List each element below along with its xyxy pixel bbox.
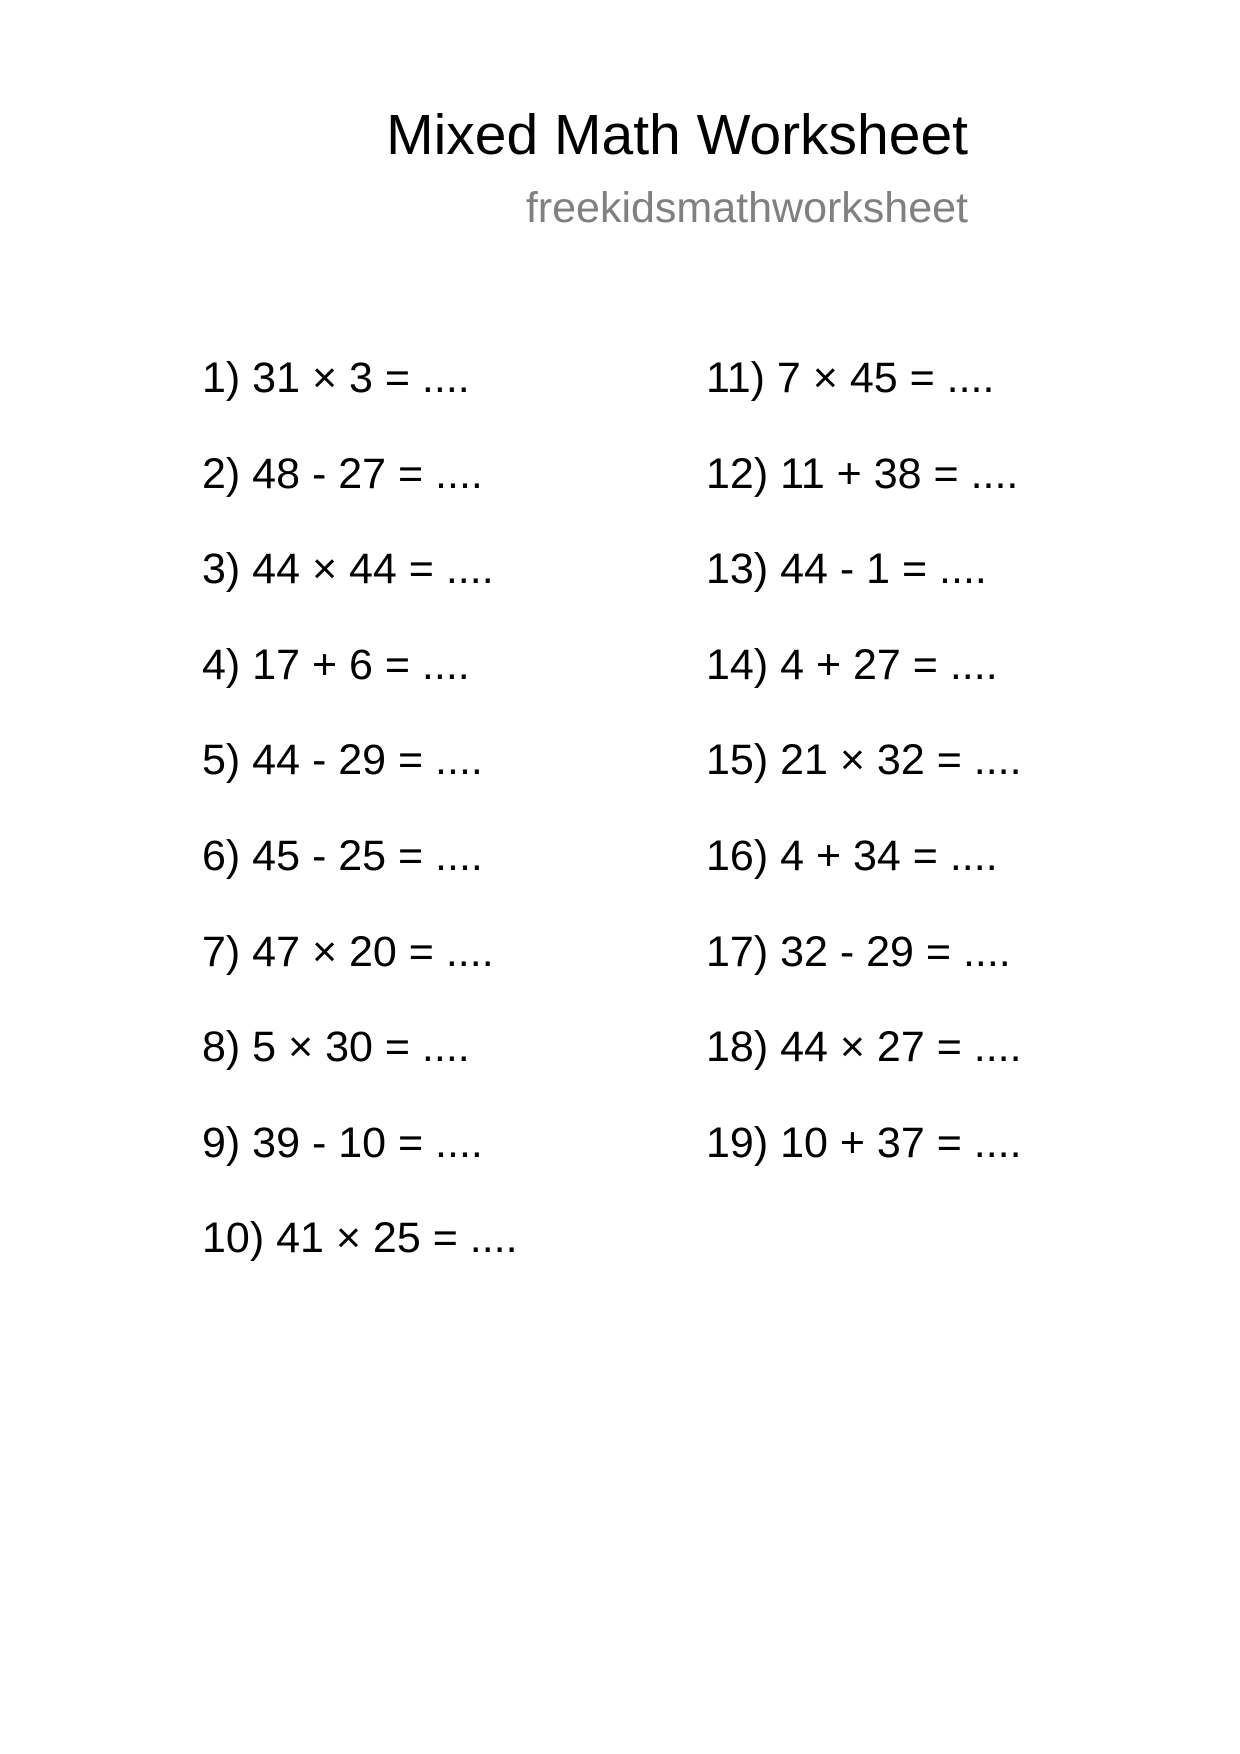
problem-9: 9) 39 - 10 = .... [202, 1118, 483, 1167]
problem-1: 1) 31 × 3 = .... [202, 354, 470, 402]
problem-15: 15) 21 × 32 = .... [706, 736, 1022, 785]
problem-5: 5) 44 - 29 = .... [202, 736, 483, 785]
problem-4: 4) 17 + 6 = .... [202, 640, 470, 689]
problem-8: 8) 5 × 30 = .... [202, 1023, 470, 1072]
problem-grid [202, 348, 1102, 1308]
problem-16: 16) 4 + 34 = .... [706, 831, 998, 880]
problem-18: 18) 44 × 27 = .... [706, 1023, 1022, 1072]
problem-6: 6) 45 - 25 = .... [202, 831, 483, 880]
problem-2: 2) 48 - 27 = .... [202, 449, 483, 498]
problem-13: 13) 44 - 1 = .... [706, 545, 987, 594]
problem-10: 10) 41 × 25 = .... [202, 1214, 518, 1263]
worksheet-source: freekidsmathworksheet [525, 184, 968, 232]
problem-11: 11) 7 × 45 = .... [706, 354, 995, 402]
problem-17: 17) 32 - 29 = .... [706, 927, 1011, 976]
problem-column-right [706, 348, 1022, 1208]
worksheet-title: Mixed Math Worksheet [386, 103, 968, 167]
problem-column-left [202, 348, 518, 1304]
problem-7: 7) 47 × 20 = .... [202, 927, 494, 976]
problem-19: 19) 10 + 37 = .... [706, 1118, 1022, 1167]
problem-14: 14) 4 + 27 = .... [706, 640, 998, 689]
problem-12: 12) 11 + 38 = .... [706, 449, 1019, 498]
problem-3: 3) 44 × 44 = .... [202, 545, 494, 594]
